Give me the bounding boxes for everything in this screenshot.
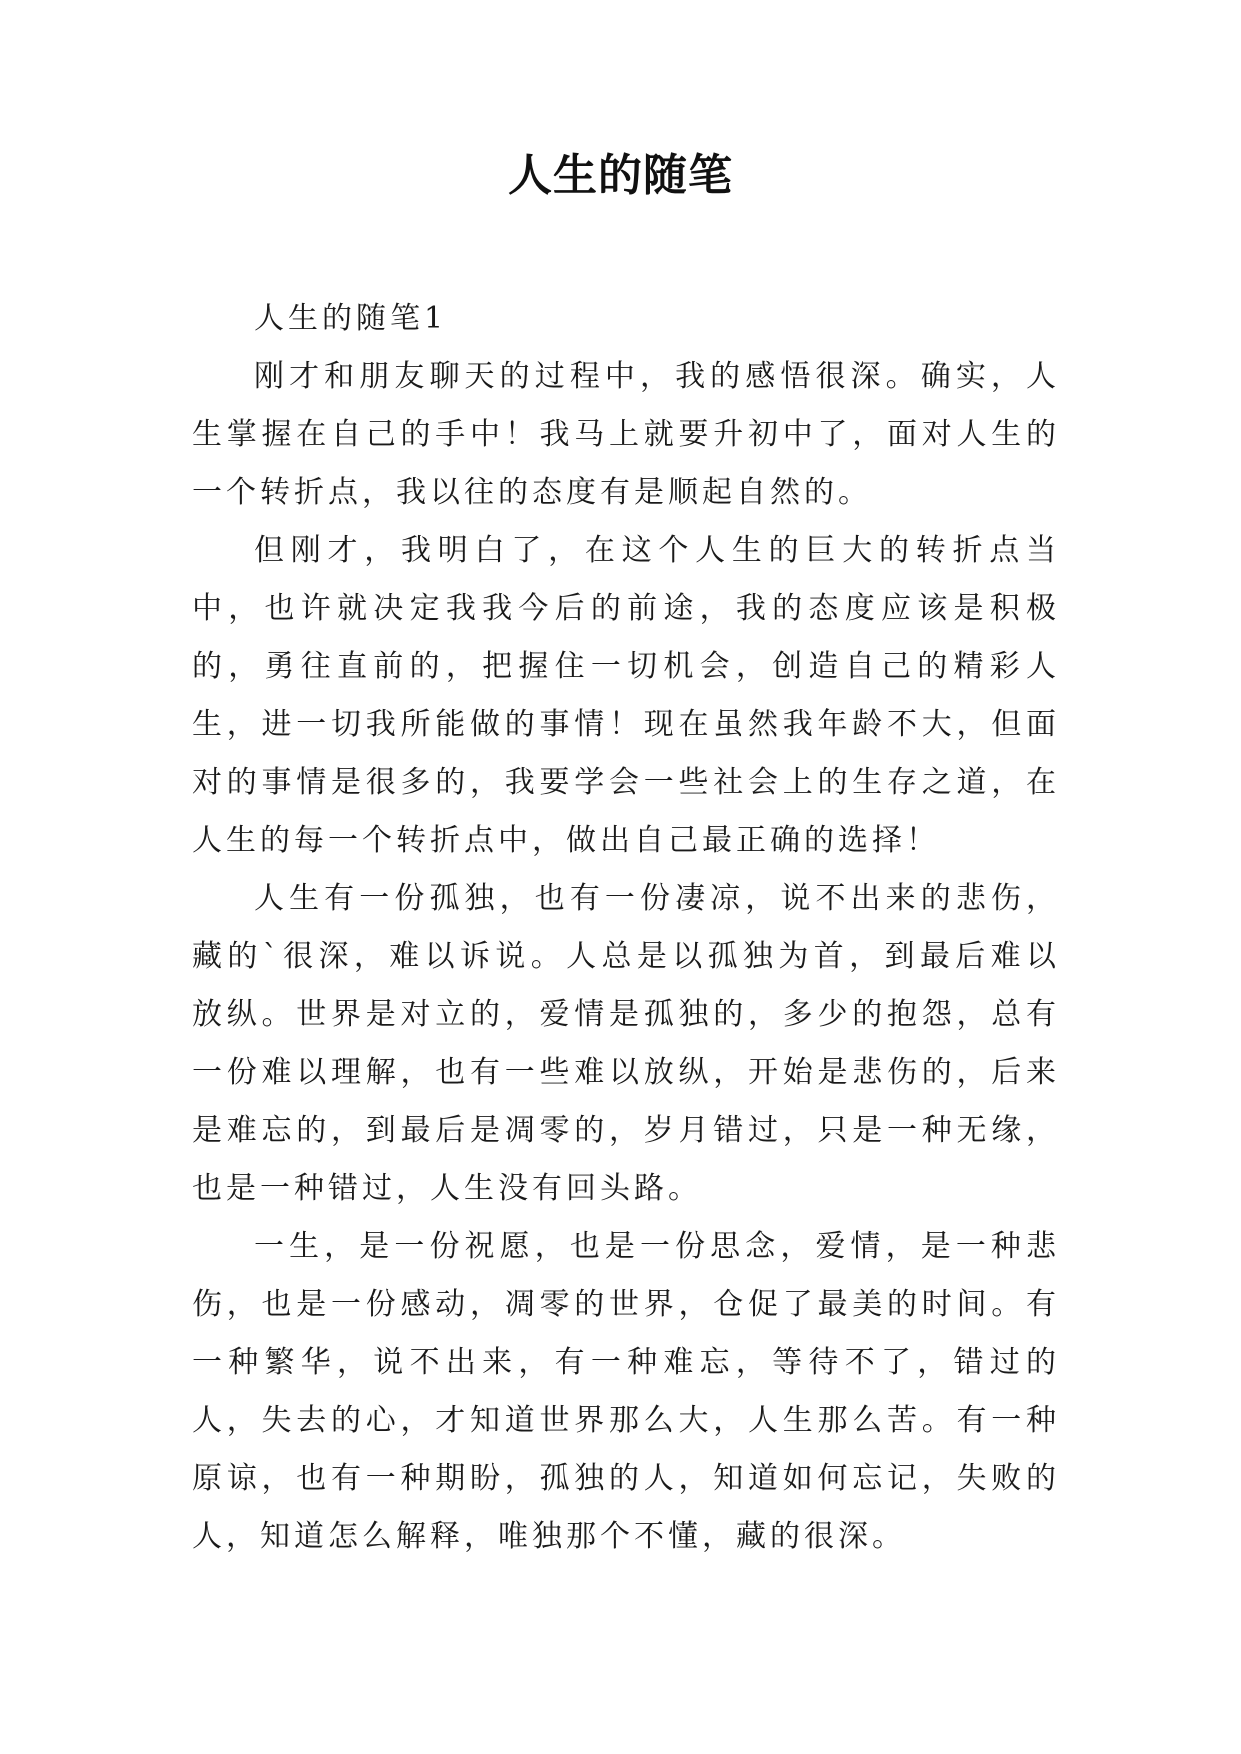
paragraph-4: 一生，是一份祝愿，也是一份思念，爱情，是一种悲伤，也是一份感动，凋零的世界，仓促了最美的时间。有一种繁华，说不出来，有一种难忘，等待不了，错过的人，失去的心，才知道世界那么大，人生那么苦。有一种原谅，也有一种期盼，孤独的人，知道如何忘记，失败的人，知道怎么解释，唯独那个不懂，藏的很深。 (192, 1229, 1060, 1554)
paragraph-1: 刚才和朋友聊天的过程中，我的感悟很深。确实，人生掌握在自己的手中！我马上就要升初中了，面对人生的一个转折点，我以往的态度有是顺起自然的。 (192, 359, 1060, 510)
document-title: 人生的随笔 (508, 150, 733, 201)
paragraph-2: 但刚才，我明白了，在这个人生的巨大的转折点当中，也许就决定我我今后的前途，我的态度应该是积极的，勇往直前的，把握住一切机会，创造自己的精彩人生，进一切我所能做的事情！现在虽然我年龄不大，但面对的事情是很多的，我要学会一些社会上的生存之道，在人生的每一个转折点中，做出自己最正确的选择！ (192, 533, 1060, 858)
section-heading: 人生的随笔1 (254, 301, 448, 336)
paragraph-3: 人生有一份孤独，也有一份凄凉，说不出来的悲伤，藏的`很深，难以诉说。人总是以孤独为首，到最后难以放纵。世界是对立的，爱情是孤独的，多少的抱怨，总有一份难以理解，也有一些难以放纵，开始是悲伤的，后来是难忘的，到最后是凋零的，岁月错过，只是一种无缘，也是一种错过，人生没有回头路。 (192, 881, 1060, 1206)
document-body (192, 290, 1060, 1566)
